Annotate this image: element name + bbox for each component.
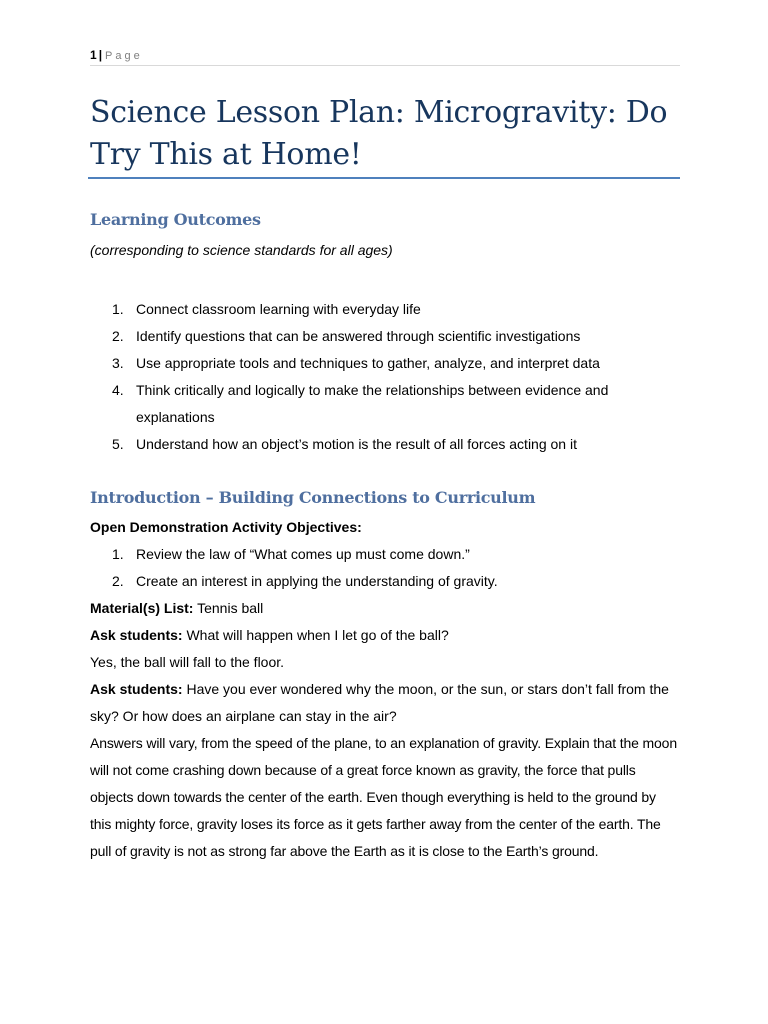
objectives-label: Open Demonstration Activity Objectives: [90,519,362,535]
ask-students-text: What will happen when I let go of the ball? [182,627,449,643]
list-item [90,350,680,377]
list-item-text: Use appropriate tools and techniques to gather, analyze, and interpret data [136,355,600,371]
page-header [90,46,680,66]
title-underline [88,177,680,179]
list-item-number: 2. [112,328,124,344]
list-item [90,323,680,350]
objectives-list [90,541,680,595]
ask-students-line-1 [90,622,680,649]
list-item [90,296,680,323]
list-item-text: Connect classroom learning with everyday life [136,301,421,317]
list-item-number: 4. [112,382,124,398]
list-item-text: Understand how an object’s motion is the result of all forces acting on it [136,436,577,452]
list-item-number: 2. [112,573,124,589]
list-item-number: 5. [112,436,124,452]
introduction-heading: Introduction – Building Connections to Curriculum [90,488,536,507]
learning-outcomes-heading: Learning Outcomes [90,210,261,229]
page-number: 1 [90,48,97,62]
list-item-text: Review the law of “What comes up must come down.” [136,546,470,562]
answer-1: Yes, the ball will fall to the floor. [90,654,285,670]
ask-students-line-2 [90,676,675,730]
ask-students-label: Ask students: [90,681,183,697]
materials-line [90,595,680,622]
ask-students-label: Ask students: [90,627,183,643]
page-word: Page [105,50,143,62]
list-item [90,431,680,458]
list-item-number: 1. [112,301,124,317]
list-item [90,541,680,568]
list-item-number: 1. [112,546,124,562]
page-separator: | [98,48,103,62]
learning-outcomes-subtitle: (corresponding to science standards for all ages) [90,242,393,258]
materials-label: Material(s) List: [90,600,194,616]
list-item [90,377,680,431]
list-item-text: Think critically and logically to make the relationships between evidence and explanations [136,382,609,425]
answer-2: Answers will vary, from the speed of the plane, to an explanation of gravity. Explain that the moon will not come crashing down because of a great force known as gravity, the force that pulls objects down towards the center of the earth. Even though everything is held to the ground by this mighty force, gravity loses its force as it gets farther away from the center of the earth. The pull of gravity is not as strong far above the Earth as it is close to the Earth’s ground. [90,735,677,859]
list-item-text: Create an interest in applying the understanding of gravity. [136,573,498,589]
learning-outcomes-list [90,296,680,458]
list-item [90,568,680,595]
list-item-text: Identify questions that can be answered through scientific investigations [136,328,581,344]
materials-value: Tennis ball [193,600,264,616]
ask-students-text: Have you ever wondered why the moon, or the sun, or stars don’t fall from the sky? Or how does an airplane can stay in the air? [90,681,669,724]
document-title: Science Lesson Plan: Microgravity: Do Try This at Home! [90,95,668,172]
list-item-number: 3. [112,355,124,371]
